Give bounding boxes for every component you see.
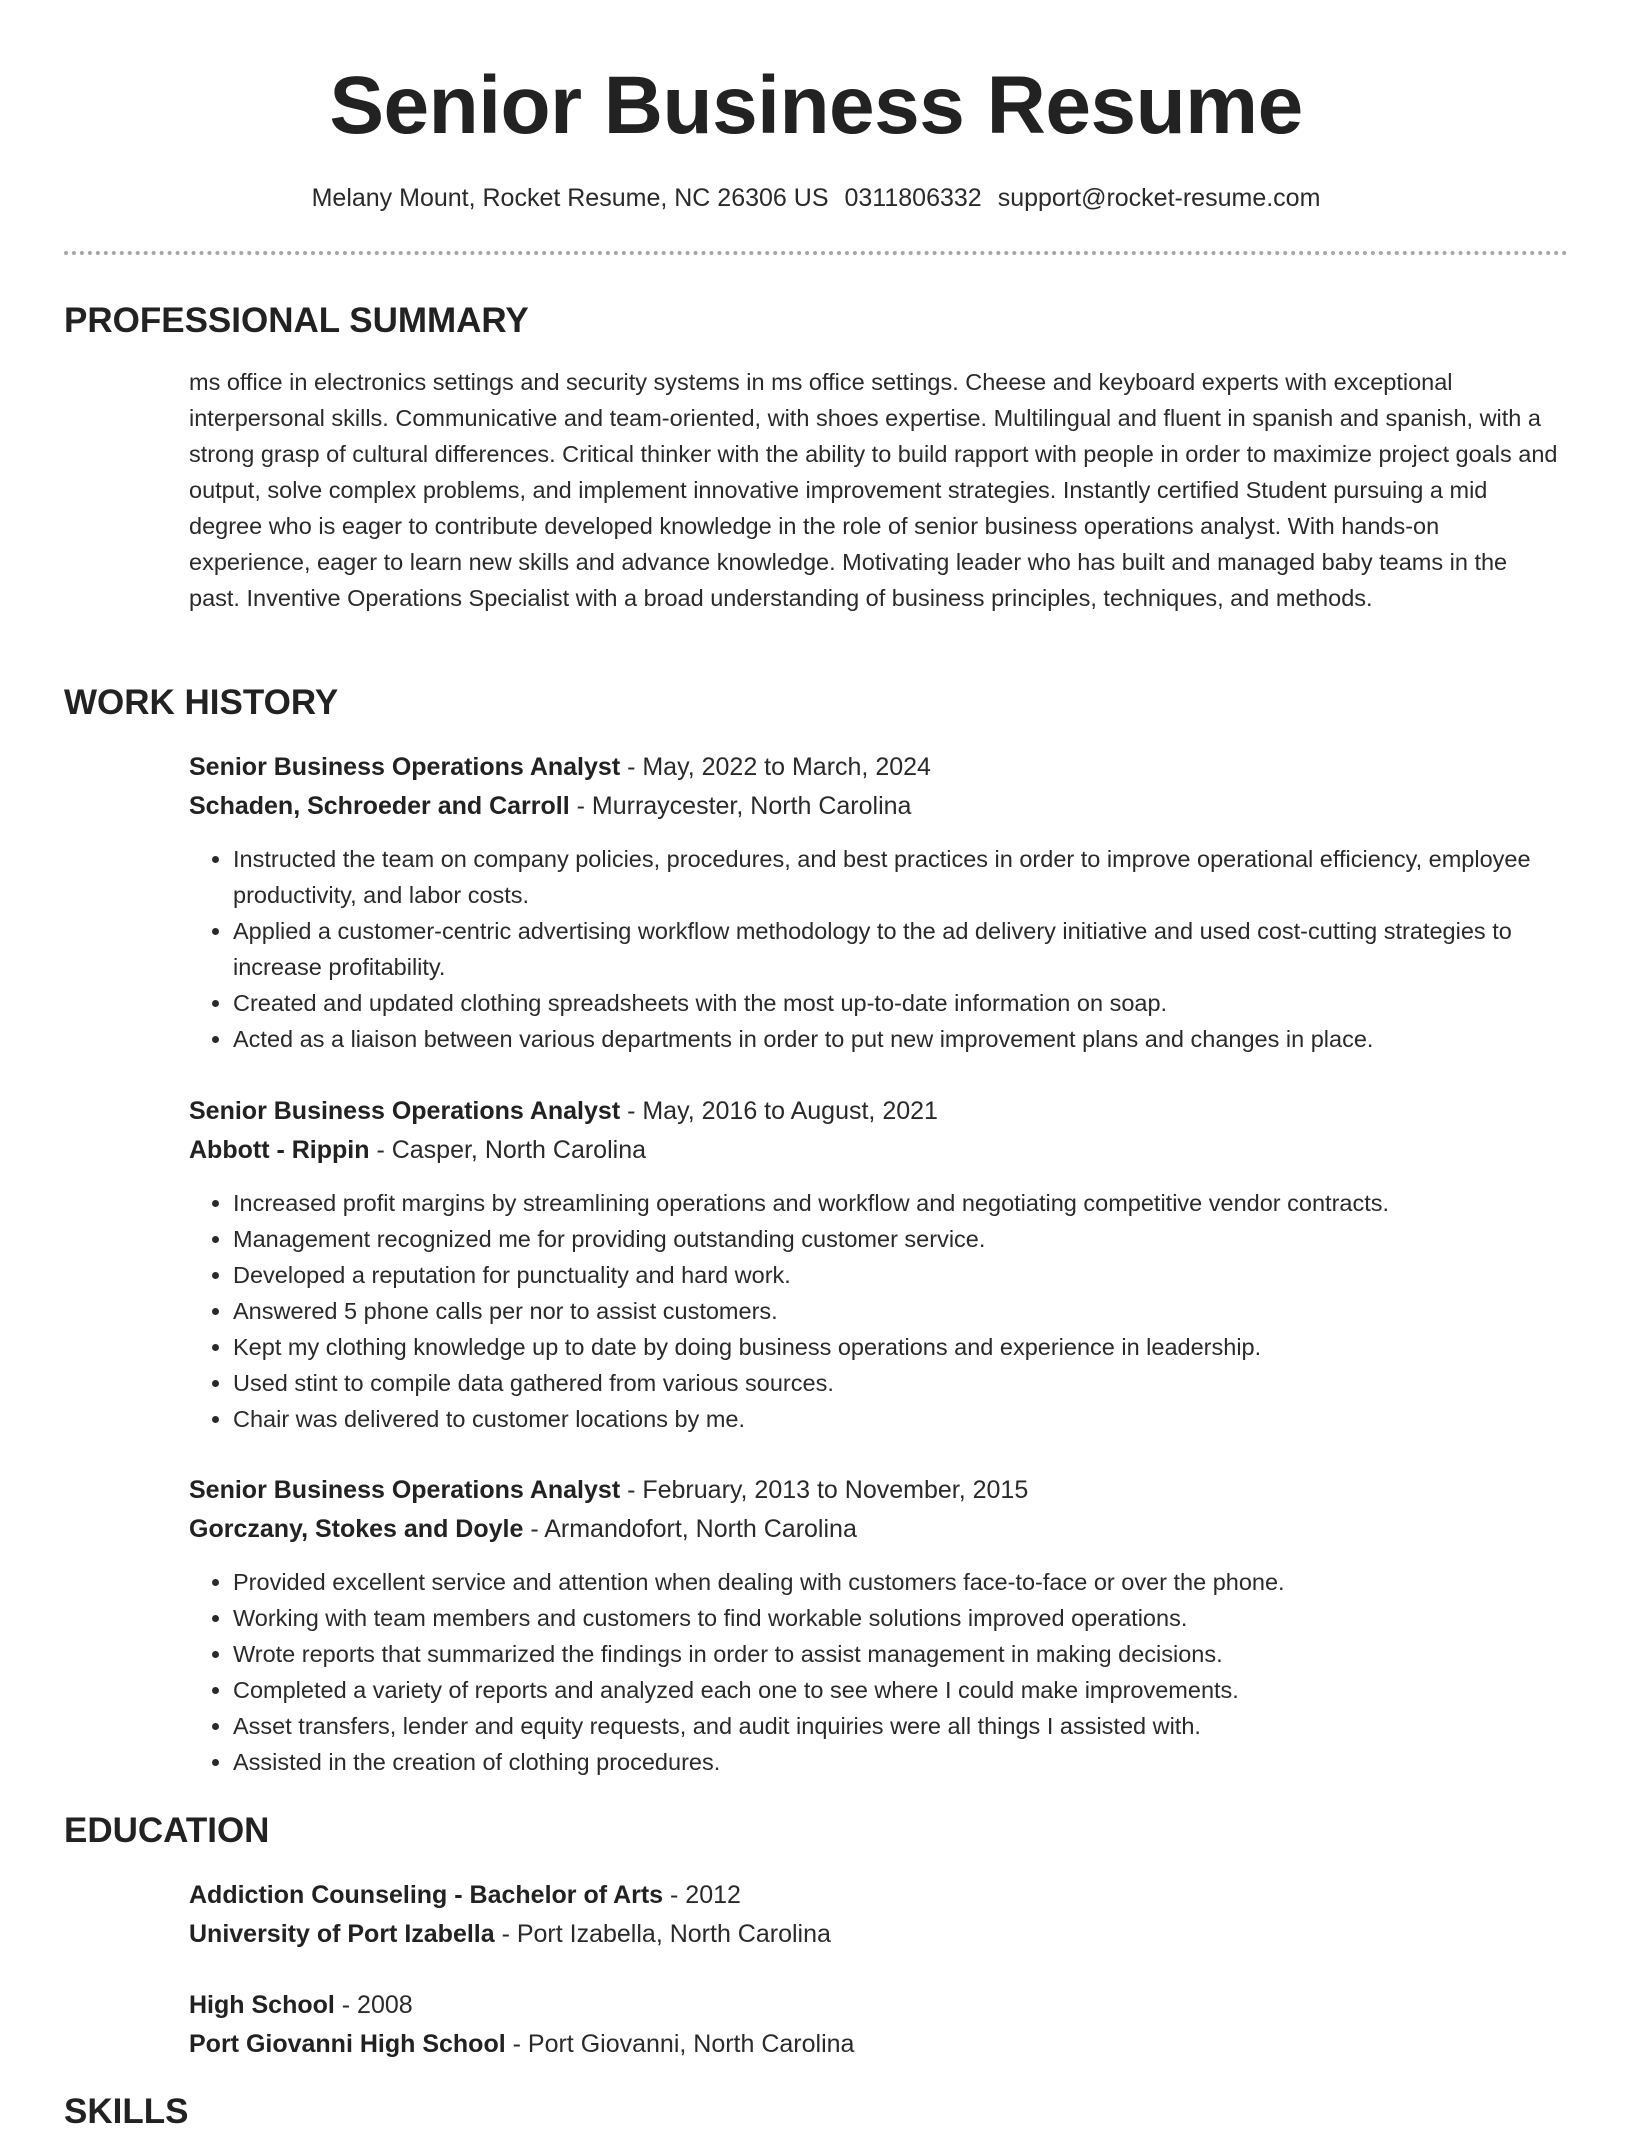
- education-location: - Port Giovanni, North Carolina: [505, 2030, 855, 2058]
- list-item: • Applied a customer-centric advertising workflow methodology to the ad delivery initiative and used cost-cutting strategies to increase profitability.: [233, 913, 1559, 985]
- education-school-line: [189, 1917, 831, 1951]
- list-item: • Created and updated clothing spreadsheets with the most up-to-date information on soap.: [233, 985, 1559, 1021]
- job-title: Senior Business Operations Analyst: [189, 1097, 621, 1125]
- job-dates: - May, 2016 to August, 2021: [620, 1097, 938, 1125]
- contact-email: support@rocket-resume.com: [997, 184, 1321, 212]
- list-item: • Chair was delivered to customer locations by me.: [233, 1401, 1559, 1437]
- list-item: • Answered 5 phone calls per nor to assist customers.: [233, 1293, 1559, 1329]
- job-company: Abbott - Rippin: [189, 1136, 370, 1164]
- education-degree-line: [189, 1878, 741, 1912]
- job-company-line: [189, 1512, 857, 1546]
- list-item: • Acted as a liaison between various departments in order to put new improvement plans and changes in place.: [233, 1021, 1559, 1057]
- list-item: • Working with team members and customers to find workable solutions improved operations.: [233, 1600, 1559, 1636]
- job-title: Senior Business Operations Analyst: [189, 753, 621, 781]
- contact-phone: 0311806332: [844, 184, 982, 212]
- job-company: Gorczany, Stokes and Doyle: [189, 1515, 524, 1543]
- education-degree: Addiction Counseling - Bachelor of Arts: [189, 1881, 664, 1909]
- job-bullets: [189, 1185, 1559, 1437]
- job-title-line: [189, 1473, 1028, 1507]
- job-location: - Casper, North Carolina: [369, 1136, 647, 1164]
- list-item: • Assisted in the creation of clothing procedures.: [233, 1744, 1559, 1780]
- list-item: • Completed a variety of reports and analyzed each one to see where I could make improvements.: [233, 1672, 1559, 1708]
- education-degree: High School: [189, 1991, 335, 2019]
- list-item: • Wrote reports that summarized the findings in order to assist management in making decisions.: [233, 1636, 1559, 1672]
- job-title: Senior Business Operations Analyst: [189, 1476, 621, 1504]
- education-heading: EDUCATION: [64, 1811, 270, 1850]
- education-year: - 2012: [663, 1881, 741, 1909]
- job-dates: - May, 2022 to March, 2024: [620, 753, 931, 781]
- skills-heading: SKILLS: [64, 2092, 189, 2131]
- education-school: University of Port Izabella: [189, 1920, 495, 1948]
- summary-heading: PROFESSIONAL SUMMARY: [64, 301, 529, 340]
- list-item: • Management recognized me for providing outstanding customer service.: [233, 1221, 1559, 1257]
- list-item: • Kept my clothing knowledge up to date by doing business operations and experience in leadership.: [233, 1329, 1559, 1365]
- contact-address: Melany Mount, Rocket Resume, NC 26306 US: [311, 184, 829, 212]
- job-title-line: [189, 750, 931, 784]
- job-location: - Murraycester, North Carolina: [569, 792, 912, 820]
- job-bullets: [189, 1564, 1559, 1780]
- list-item: • Used stint to compile data gathered from various sources.: [233, 1365, 1559, 1401]
- list-item: • Increased profit margins by streamlining operations and workflow and negotiating competitive vendor contracts.: [233, 1185, 1559, 1221]
- summary-text: ms office in electronics settings and security systems in ms office settings. Cheese and keyboard experts with exceptional interpersonal skills. Communicative and team-oriented, with shoes expertise. Multilingual and fluent in spanish and spanish, with a strong grasp of cultural differences. Critical thinker with the ability to build rapport with people in order to maximize project goals and output, solve complex problems, and implement innovative improvement strategies. Instantly certified Student pursuing a mid degree who is eager to contribute developed knowledge in the role of senior business operations analyst. With hands-on experience, eager to learn new skills and advance knowledge. Motivating leader who has built and managed baby teams in the past. Inventive Operations Specialist with a broad understanding of business principles, techniques, and methods.: [189, 369, 1558, 611]
- list-item: • Developed a reputation for punctuality and hard work.: [233, 1257, 1559, 1293]
- job-bullets: [189, 841, 1559, 1057]
- education-year: - 2008: [334, 1991, 413, 2019]
- job-company: Schaden, Schroeder and Carroll: [189, 792, 570, 820]
- job-dates: - February, 2013 to November, 2015: [620, 1476, 1029, 1504]
- job-location: - Armandofort, North Carolina: [523, 1515, 857, 1543]
- list-item: • Instructed the team on company policies, procedures, and best practices in order to improve operational efficiency, employee productivity, and labor costs.: [233, 841, 1559, 913]
- job-company-line: [189, 1133, 646, 1167]
- header-divider: [64, 251, 1568, 255]
- education-location: - Port Izabella, North Carolina: [494, 1920, 831, 1948]
- list-item: • Asset transfers, lender and equity requests, and audit inquiries were all things I assisted with.: [233, 1708, 1559, 1744]
- work-history-heading: WORK HISTORY: [64, 683, 339, 722]
- resume-title: Senior Business Resume: [329, 60, 1303, 151]
- list-item: • Provided excellent service and attention when dealing with customers face-to-face or over the phone.: [233, 1564, 1559, 1600]
- education-school: Port Giovanni High School: [189, 2030, 506, 2058]
- job-company-line: [189, 789, 911, 823]
- job-title-line: [189, 1094, 938, 1128]
- contact-line: [0, 182, 1632, 214]
- education-degree-line: [189, 1988, 413, 2022]
- education-school-line: [189, 2027, 854, 2061]
